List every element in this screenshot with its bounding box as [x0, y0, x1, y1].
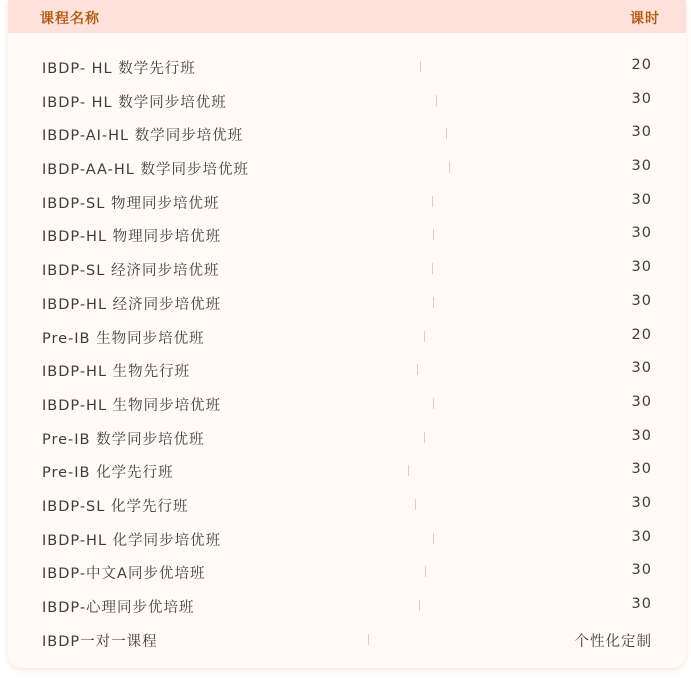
course-hours: 30 — [631, 360, 652, 377]
column-divider — [432, 196, 433, 207]
course-hours: 30 — [631, 427, 652, 444]
table-row — [8, 623, 686, 657]
course-hours: 30 — [631, 259, 652, 276]
course-hours: 30 — [631, 191, 652, 208]
course-hours: 30 — [631, 393, 652, 410]
course-name: IBDP-HL 物理同步培优班 — [42, 229, 222, 246]
course-name: IBDP一对一课程 — [42, 633, 158, 650]
table-row — [8, 488, 686, 522]
course-hours: 30 — [631, 90, 652, 107]
column-divider — [436, 95, 437, 106]
column-divider — [432, 263, 433, 274]
column-divider — [433, 398, 434, 409]
column-divider — [417, 364, 418, 375]
course-name: Pre-IB 化学先行班 — [42, 465, 174, 482]
course-name: IBDP-SL 化学先行班 — [42, 498, 189, 515]
course-name: IBDP-HL 化学同步培优班 — [42, 532, 222, 549]
table-row — [8, 252, 686, 286]
column-divider — [419, 600, 420, 611]
course-hours: 20 — [631, 326, 652, 343]
table-body — [8, 50, 686, 656]
course-name: Pre-IB 数学同步培优班 — [42, 431, 205, 448]
table-row — [8, 151, 686, 185]
column-divider — [449, 162, 450, 173]
course-name: IBDP-AI-HL 数学同步培优班 — [42, 128, 244, 145]
column-divider — [415, 499, 416, 510]
course-hours: 30 — [631, 124, 652, 141]
course-name: Pre-IB 生物同步培优班 — [42, 330, 205, 347]
column-divider — [433, 533, 434, 544]
column-divider — [446, 128, 447, 139]
header-course-name: 课程名称 — [40, 11, 100, 27]
table-row — [8, 50, 686, 84]
course-name: IBDP-HL 生物同步培优班 — [42, 397, 222, 414]
course-hours: 30 — [631, 596, 652, 612]
course-hours: 30 — [631, 292, 652, 309]
table-row — [8, 421, 686, 455]
column-divider — [425, 566, 426, 577]
table-row — [8, 454, 686, 488]
table-row — [8, 286, 686, 320]
table-row — [8, 185, 686, 219]
table-row — [8, 117, 686, 151]
course-hours: 30 — [631, 494, 652, 511]
course-name: IBDP- HL 数学同步培优班 — [42, 94, 227, 111]
course-hours: 30 — [631, 528, 652, 545]
header-hours: 课时 — [630, 11, 660, 27]
course-hours: 30 — [631, 225, 652, 242]
course-name: IBDP-心理同步优培班 — [42, 600, 195, 616]
course-table — [8, 0, 686, 668]
course-name: IBDP-HL 经济同步培优班 — [42, 296, 222, 313]
table-row — [8, 589, 686, 623]
table-row — [8, 387, 686, 421]
course-hours: 30 — [631, 461, 652, 478]
table-row — [8, 218, 686, 252]
column-divider — [433, 229, 434, 240]
course-hours: 30 — [631, 562, 652, 579]
course-hours: 个性化定制 — [574, 633, 652, 650]
column-divider — [368, 634, 369, 645]
column-divider — [424, 432, 425, 443]
table-row — [8, 522, 686, 556]
column-divider — [408, 465, 409, 476]
table-header — [8, 0, 686, 33]
course-name: IBDP-HL 生物先行班 — [42, 364, 191, 381]
column-divider — [420, 61, 421, 72]
course-hours: 20 — [631, 57, 652, 73]
course-hours: 30 — [631, 158, 652, 175]
course-name: IBDP-中文A同步优培班 — [42, 566, 206, 583]
course-name: IBDP-SL 物理同步培优班 — [42, 195, 220, 212]
table-row — [8, 353, 686, 387]
column-divider — [433, 297, 434, 308]
course-name: IBDP- HL 数学先行班 — [42, 61, 196, 77]
table-row — [8, 555, 686, 589]
table-row — [8, 84, 686, 118]
column-divider — [424, 331, 425, 342]
course-name: IBDP-AA-HL 数学同步培优班 — [42, 162, 249, 179]
course-name: IBDP-SL 经济同步培优班 — [42, 263, 220, 280]
table-row — [8, 320, 686, 354]
